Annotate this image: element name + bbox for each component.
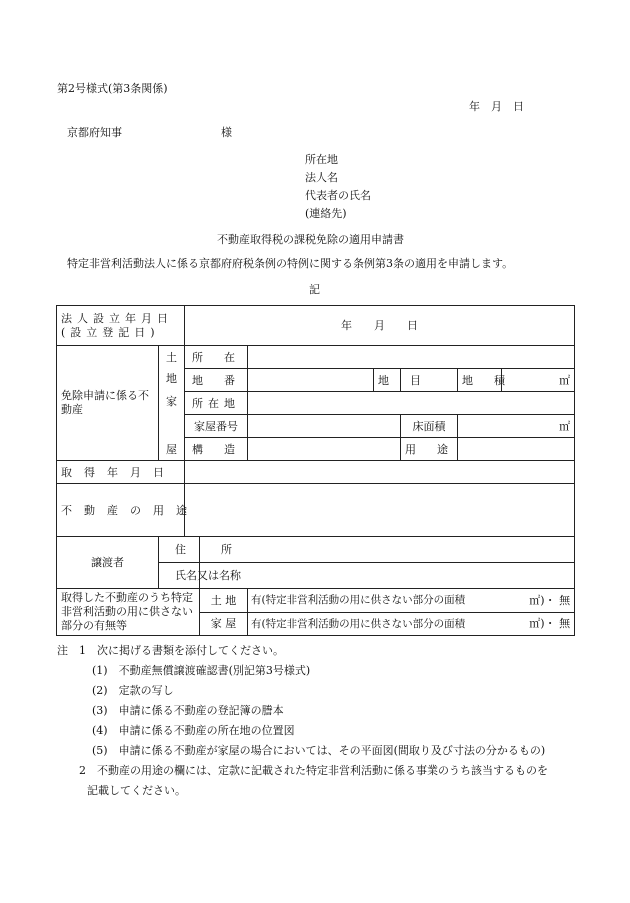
transferor-name-field[interactable] bbox=[200, 563, 575, 589]
ki-mark: 記 bbox=[309, 283, 320, 296]
note-item: (2) 定款の写し bbox=[92, 684, 174, 697]
form-number: 第2号様式(第3条関係) bbox=[57, 82, 168, 95]
table-row bbox=[57, 537, 575, 563]
application-table bbox=[56, 305, 575, 636]
land-area-label: 地 積 bbox=[458, 369, 502, 392]
note-2-line-2: 記載してください。 bbox=[87, 784, 186, 797]
transferor-label: 譲渡者 bbox=[57, 537, 159, 589]
house-number-label: 家屋番号 bbox=[185, 415, 248, 438]
land-category-label: 地 目 bbox=[374, 369, 401, 392]
honorific: 様 bbox=[221, 126, 232, 139]
note-item: (4) 申請に係る不動産の所在地の位置図 bbox=[92, 724, 295, 737]
land-area-unit[interactable]: ㎡ bbox=[502, 369, 575, 392]
non-use-land-unit[interactable]: ㎡)・ 無 bbox=[502, 589, 575, 613]
non-use-house-unit[interactable]: ㎡)・ 無 bbox=[502, 612, 575, 636]
note-item: (1) 不動産無償譲渡確認書(別記第3号様式) bbox=[92, 664, 311, 677]
note-2-line-1: 2 不動産の用途の欄には、定款に記載された特定非営利活動に係る事業のうち該当するものを bbox=[79, 764, 548, 777]
house-location-label: 所在地 bbox=[185, 392, 248, 415]
land-mark: 土 地 bbox=[159, 346, 185, 392]
transferor-address-field[interactable] bbox=[200, 537, 575, 563]
floor-area-unit[interactable]: ㎡ bbox=[458, 415, 575, 438]
applicant-block bbox=[305, 154, 371, 226]
transferor-name-label: 氏名又は名称 bbox=[159, 563, 200, 589]
non-use-label: 取得した不動産のうち特定非営利活動の用に供さない部分の有無等 bbox=[57, 589, 200, 636]
applicant-contact-label: (連絡先) bbox=[305, 207, 347, 220]
intro-text: 特定非営利活動法人に係る京都府府税条例の特例に関する条例第3条の適用を申請します。 bbox=[67, 257, 514, 270]
table-row bbox=[57, 461, 575, 484]
non-use-house-label: 家 屋 bbox=[200, 612, 248, 636]
table-row bbox=[57, 589, 575, 613]
table-row bbox=[57, 346, 575, 369]
non-use-land-label: 土 地 bbox=[200, 589, 248, 613]
exempt-property-label: 免除申請に係る不動産 bbox=[57, 346, 159, 461]
applicant-rep-name-label: 代表者の氏名 bbox=[305, 189, 371, 202]
property-usage-label: 不動産の用途 bbox=[57, 484, 185, 537]
table-row bbox=[57, 306, 575, 346]
acquisition-date-field[interactable] bbox=[185, 461, 575, 484]
land-location-label: 所 在 bbox=[185, 346, 248, 369]
usage-field[interactable] bbox=[458, 438, 575, 461]
acquisition-date-label: 取得年月日 bbox=[57, 461, 185, 484]
structure-label: 構 造 bbox=[185, 438, 248, 461]
house-location-field[interactable] bbox=[248, 392, 575, 415]
house-number-field[interactable] bbox=[248, 415, 401, 438]
land-number-field[interactable] bbox=[248, 369, 374, 392]
note-item: (3) 申請に係る不動産の登記簿の謄本 bbox=[92, 704, 284, 717]
house-mark: 家 屋 bbox=[159, 392, 185, 461]
non-use-land-text: 有(特定非営利活動の用に供さない部分の面積 bbox=[248, 589, 502, 613]
est-date-label: 法人設立年月日 (設立登記日) bbox=[57, 306, 185, 346]
usage-label: 用 途 bbox=[401, 438, 458, 461]
note-item: (5) 申請に係る不動産が家屋の場合においては、その平面図(間取り及び寸法の分かるもの) bbox=[92, 744, 546, 757]
structure-field[interactable] bbox=[248, 438, 401, 461]
applicant-corp-name-label: 法人名 bbox=[305, 171, 338, 184]
floor-area-label: 床面積 bbox=[401, 415, 458, 438]
note-1-head: 注 1 次に掲げる書類を添付してください。 bbox=[57, 644, 284, 657]
addressee: 京都府知事 bbox=[67, 126, 122, 139]
est-date-value[interactable]: 年 月 日 bbox=[185, 306, 575, 346]
date-line: 年 月 日 bbox=[469, 100, 524, 113]
applicant-address-label: 所在地 bbox=[305, 153, 338, 166]
land-location-field[interactable] bbox=[248, 346, 575, 369]
non-use-house-text: 有(特定非営利活動の用に供さない部分の面積 bbox=[248, 612, 502, 636]
land-number-label: 地 番 bbox=[185, 369, 248, 392]
table-row bbox=[57, 484, 575, 537]
property-usage-field[interactable] bbox=[185, 484, 575, 537]
transferor-address-label: 住 所 bbox=[159, 537, 200, 563]
document-title: 不動産取得税の課税免除の適用申請書 bbox=[217, 233, 404, 246]
